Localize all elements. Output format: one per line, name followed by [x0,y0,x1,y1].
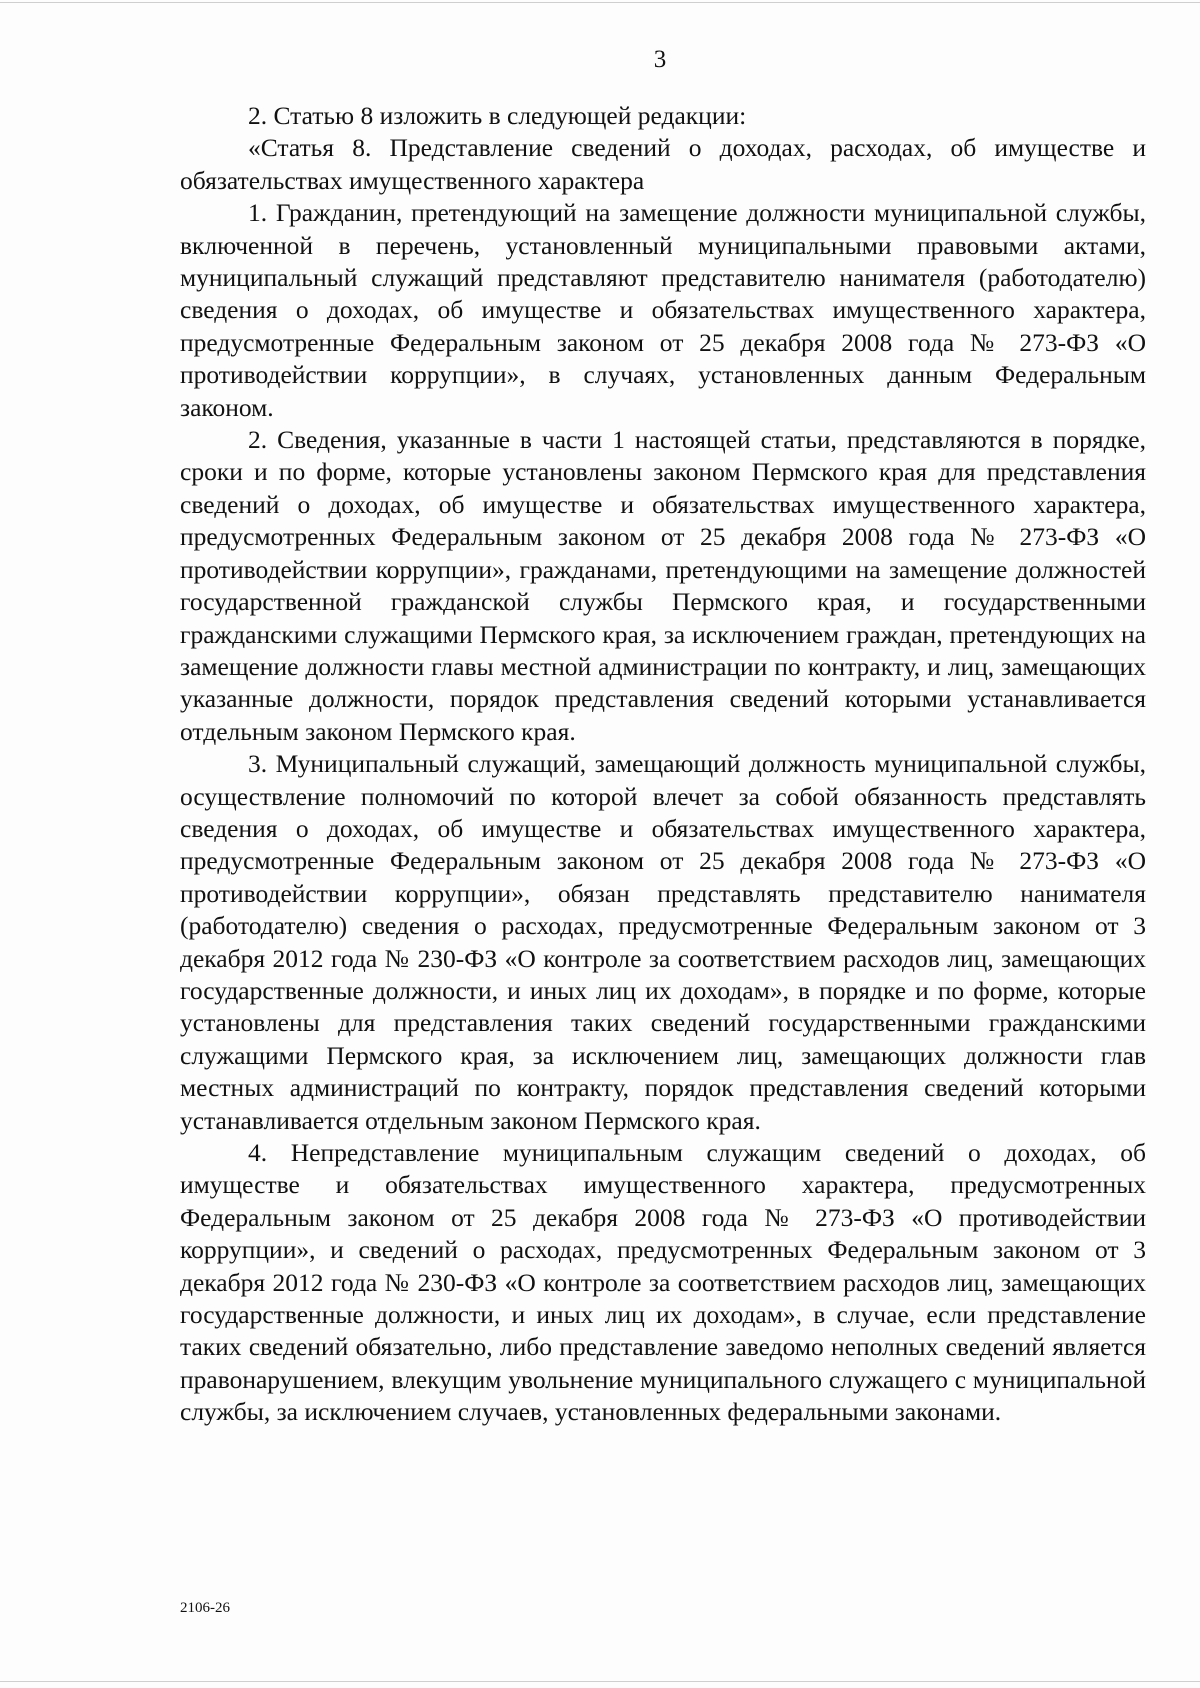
scan-edge-bottom [0,1681,1200,1682]
paragraph-part-1: 1. Гражданин, претендующий на замещение должности муниципальной службы, включенной в перечень, установленный муниципальными правовыми актами, муниципальный служащий представляют представителю нанимателя (работодателю) сведения о доходах, об имуществе и обязательствах имущественного характера, предусмотренные Федеральным законом от 25 декабря 2008 года № 273-ФЗ «О противодействии коррупции», в случаях, установленных данным Федеральным законом. [180,198,1146,422]
page-number: 3 [653,46,667,73]
paragraph-part-3: 3. Муниципальный служащий, замещающий должность муниципальной службы, осуществление полномочий по которой влечет за собой обязанность представлять сведения о доходах, об имуществе и обязательствах имущественного характера, предусмотренные Федеральным законом от 25 декабря 2008 года № 273-ФЗ «О противодействии коррупции», обязан представлять представителю нанимателя (работодателю) сведения о расходах, предусмотренные Федеральным законом от 3 декабря 2012 года № 230-ФЗ «О контроле за соответствием расходов лиц, замещающих государственные должности, и иных лиц их доходам», в порядке и по форме, которые установлены для представления таких сведений государственными гражданскими служащими Пермского края, за исключением лиц, замещающих должности глав местных администраций по контракту, порядок представления сведений которыми устанавливается отдельным законом Пермского края. [180,749,1146,1135]
scan-edge-top [0,2,1200,3]
paragraph-amendment-intro: 2. Статью 8 изложить в следующей редакции: [248,101,747,130]
paragraph-part-4: 4. Непредставление муниципальным служащим сведений о доходах, об имуществе и обязательствах имущественного характера, предусмотренных Федеральным законом от 25 декабря 2008 года № 273-ФЗ «О противодействии коррупции», и сведений о расходах, предусмотренных Федеральным законом от 3 декабря 2012 года № 230-ФЗ «О контроле за соответствием расходов лиц, замещающих государственные должности, и иных лиц их доходам», в случае, если представление таких сведений обязательно, либо представление заведомо неполных сведений является правонарушением, влекущим увольнение муниципального служащего с муниципальной службы, за исключением случаев, установленных федеральными законами. [180,1138,1146,1427]
paragraph-part-2: 2. Сведения, указанные в части 1 настоящей статьи, представляются в порядке, сроки и по форме, которые установлены законом Пермского края для представления сведений о доходах, об имуществе и обязательствах имущественного характера, предусмотренных Федеральным законом от 25 декабря 2008 года № 273-ФЗ «О противодействии коррупции», гражданами, претендующими на замещение должностей государственной гражданской службы Пермского края, и государственными гражданскими служащими Пермского края, за исключением граждан, претендующих на замещение должности главы местной администрации по контракту, и лиц, замещающих указанные должности, порядок представления сведений которыми устанавливается отдельным законом Пермского края. [180,425,1146,746]
paragraph-article-title: «Статья 8. Представление сведений о доходах, расходах, об имуществе и обязательствах имущественного характера [180,133,1146,195]
document-body [180,100,1146,1429]
document-code: 2106-26 [180,1600,230,1616]
